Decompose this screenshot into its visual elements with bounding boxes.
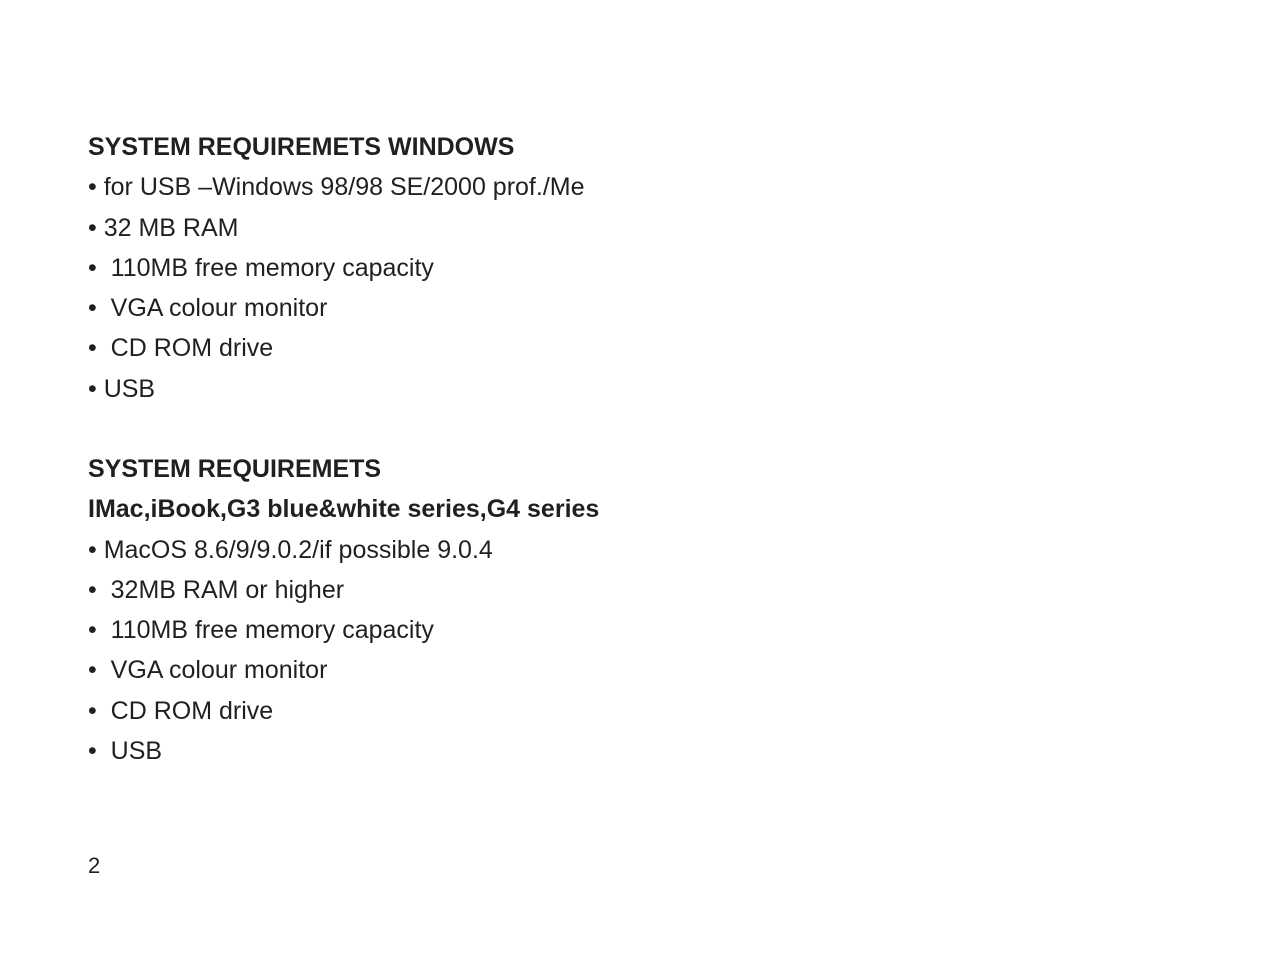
mac-requirements-list [88, 530, 599, 772]
list-item: • CD ROM drive [88, 696, 274, 725]
mac-requirements-section [88, 449, 599, 771]
list-item: • 110MB free memory capacity [88, 253, 434, 282]
page-number: 2 [88, 853, 101, 878]
list-item: • USB [88, 737, 163, 766]
list-item: • for USB –Windows 98/98 SE/2000 prof./Me [88, 173, 585, 202]
list-item: • 32MB RAM or higher [88, 575, 345, 604]
windows-requirements-section [88, 127, 585, 409]
list-item: • MacOS 8.6/9/9.0.2/if possible 9.0.4 [88, 535, 493, 564]
windows-requirements-list [88, 167, 585, 409]
mac-requirements-subheading: IMac,iBook,G3 blue&white series,G4 series [88, 495, 600, 524]
list-item: • USB [88, 374, 156, 403]
list-item: • 110MB free memory capacity [88, 616, 434, 645]
list-item: • VGA colour monitor [88, 656, 328, 685]
list-item: • VGA colour monitor [88, 294, 328, 323]
list-item: • CD ROM drive [88, 334, 274, 363]
windows-requirements-heading: SYSTEM REQUIREMETS WINDOWS [88, 133, 515, 161]
list-item: • 32 MB RAM [88, 213, 239, 242]
mac-requirements-heading: SYSTEM REQUIREMETS [88, 455, 382, 483]
